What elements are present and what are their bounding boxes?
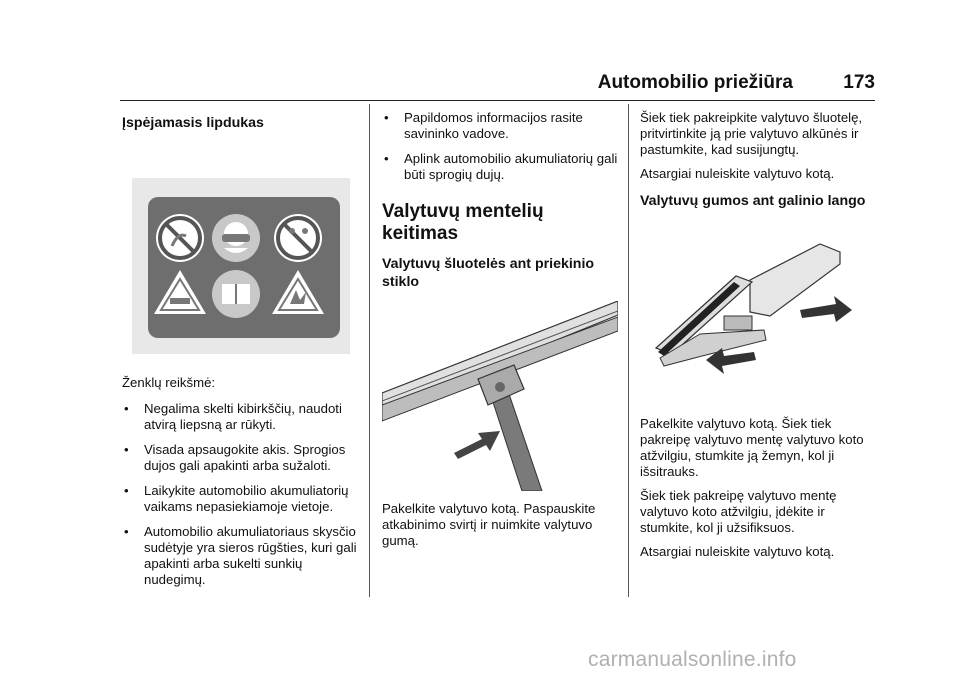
arrow-icon (800, 296, 852, 322)
list-item: • Visada apsaugokite akis. Sprogios dujos gali apakinti arba sužaloti. (124, 442, 346, 473)
column-divider (369, 104, 370, 597)
bullet-icon: • (124, 524, 129, 539)
read-manual-icon (212, 270, 260, 318)
subsection-title: Valytuvų šluotelės ant priekinio stiklo (382, 256, 595, 290)
rear-wiper-figure (640, 220, 878, 410)
section-title: Valytuvų mentelių keitimas (382, 201, 544, 244)
paragraph: Atsargiai nuleiskite valytuvo kotą. (640, 544, 835, 559)
subsection-title: Valytuvų gumos ant galinio lango (640, 193, 866, 209)
bullet-list (382, 110, 618, 183)
paragraph: Pakelkite valytuvo kotą. Šiek tiek pakreipę valytuvo mentę valytuvo koto atžvilgiu, stumkite ją žemyn, kol ji išsitrauks. (640, 416, 864, 479)
column-1 (122, 104, 358, 597)
bullet-list (122, 401, 358, 588)
column-divider (628, 104, 629, 597)
list-item: • Automobilio akumuliatoriaus skysčio sudėtyje yra sieros rūgšties, kuri gali apakinti arba sukelti sunkių nudegimų. (124, 524, 357, 587)
bullet-icon: • (124, 401, 129, 416)
warning-label-figure (122, 138, 358, 363)
figure-caption: Pakelkite valytuvo kotą. Paspauskite atkabinimo svirtį ir nuimkite valytuvo gumą. (382, 501, 596, 548)
bullet-icon: • (384, 110, 389, 125)
header-rule (120, 100, 875, 101)
watermark: carmanualsonline.info (588, 648, 797, 671)
list-item: • Negalima skelti kibirkščių, naudoti atvirą liepsną ar rūkyti. (124, 401, 342, 432)
page-header (120, 60, 875, 100)
column-2 (382, 104, 618, 557)
list-item: • Laikykite automobilio akumuliatorių vaikams nepasiekiamoje vietoje. (124, 483, 349, 514)
list-item: • Papildomos informacijos rasite savininko vadove. (384, 110, 583, 141)
page-number: 173 (843, 72, 875, 93)
paragraph: Atsargiai nuleiskite valytuvo kotą. (640, 166, 835, 181)
arrow-icon (454, 431, 500, 459)
section-heading: Įspėjamasis lipdukas (122, 115, 264, 131)
column-3 (640, 104, 878, 568)
bullet-icon: • (384, 151, 389, 166)
paragraph: Šiek tiek pakreipę valytuvo mentę valytuvo koto atžvilgiu, įdėkite ir stumkite, kol ji užsifiksuos. (640, 488, 837, 535)
bullet-icon: • (124, 483, 129, 498)
front-wiper-figure (382, 301, 618, 491)
header-title: Automobilio priežiūra (597, 72, 793, 93)
no-flame-icon (156, 214, 204, 262)
paragraph: Šiek tiek pakreipkite valytuvo šluotelę, pritvirtinkite ją prie valytuvo alkūnės ir pastumkite, kad susijungtų. (640, 110, 863, 157)
list-item: • Aplink automobilio akumuliatorių gali būti sprogių dujų. (384, 151, 618, 182)
keep-away-children-icon (274, 214, 322, 262)
legend-label: Ženklų reikšmė: (122, 375, 216, 390)
eye-protection-icon (212, 214, 260, 262)
bullet-icon: • (124, 442, 129, 457)
